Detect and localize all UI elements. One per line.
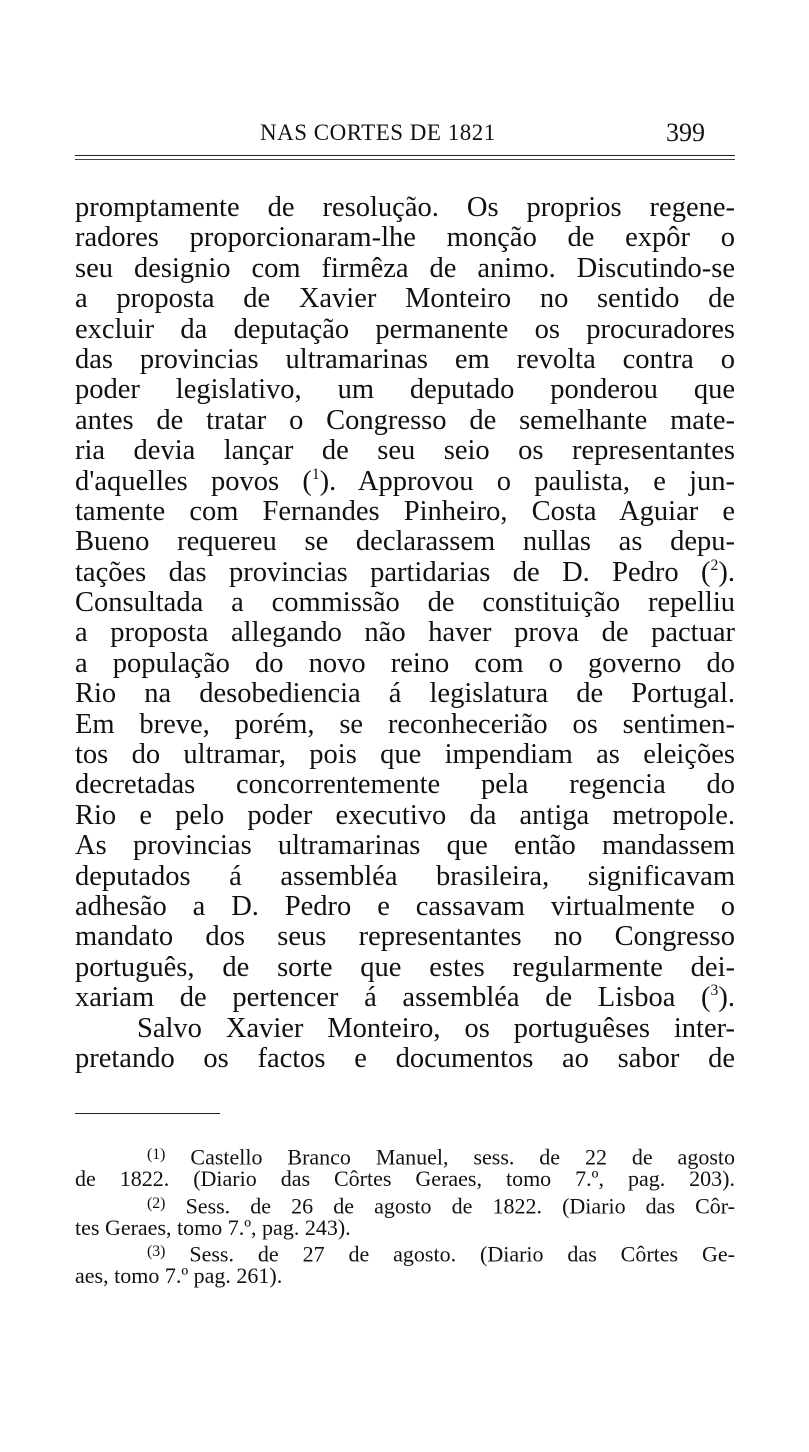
text-line: a proposta de Xavier Monteiro no sentido de: [75, 283, 735, 315]
text-line: pretando os factos e documentos ao sabor de: [75, 1042, 735, 1074]
text-line: a população do novo reino com o governo do: [75, 647, 735, 679]
text-line: das provincias ultramarinas em revolta contra o: [75, 343, 735, 375]
text-line-with-note-1: [75, 467, 735, 497]
text-line: ria devia lançar de seu seio os representantes: [75, 435, 735, 467]
text-line: tos do ultramar, pois que impendiam as eleições: [75, 739, 735, 771]
text-line: poder legislativo, um deputado ponderou que: [75, 374, 735, 406]
footnote-1-line-1: [75, 1143, 735, 1170]
text-line: adhesão a D. Pedro e cassavam virtualmente o: [75, 890, 735, 922]
text-line-paragraph-start: Salvo Xavier Monteiro, os portuguêses inter-: [137, 1012, 735, 1044]
text-line: Rio na desobediencia á legislatura de Portugal.: [75, 678, 735, 710]
text-line: português, de sorte que estes regularmente dei-: [75, 951, 735, 983]
text-line: tamente com Fernandes Pinheiro, Costa Aguiar e: [75, 495, 735, 527]
text-fragment: ). Approvou o paulista, e jun-: [319, 465, 735, 497]
text-line: a proposta allegando não haver prova de pactuar: [75, 617, 735, 649]
footnote-mark: (3): [147, 1243, 166, 1261]
text-line: Consultada a commissão de constituição repelliu: [75, 587, 735, 619]
footnote-text: Sess. de 26 de agosto de 1822. (Diario das Côr-: [185, 1193, 735, 1219]
footnotes: [75, 1143, 735, 1289]
footnote-3-line-1: [75, 1240, 735, 1267]
running-head: [75, 116, 735, 150]
text-fragment: ).: [718, 556, 735, 588]
footnote-ref-2: 2: [710, 556, 719, 574]
footnote-text: Sess. de 27 de agosto. (Diario das Côrtes Ge-: [189, 1241, 735, 1267]
text-fragment: ).: [718, 982, 735, 1014]
running-title: NAS CORTES DE 1821: [260, 120, 496, 145]
body-text: [75, 193, 735, 1074]
text-line: Rio e pelo poder executivo da antiga metropole.: [75, 799, 735, 831]
text-line: promptamente de resolução. Os proprios regene-: [75, 192, 735, 223]
page-number: 399: [666, 118, 705, 147]
text-line-with-note-3: [75, 983, 735, 1013]
text-fragment: tações das provincias partidarias de D. Pedro (: [75, 556, 711, 588]
footnote-1-line-2: de 1822. (Diario das Côrtes Geraes, tomo 7.º, pag. 203).: [75, 1166, 735, 1192]
footnote-text: Castello Branco Manuel, sess. de 22 de agosto: [190, 1144, 735, 1170]
text-fragment: xariam de pertencer á assembléa de Lisboa (: [75, 982, 711, 1014]
text-line: Em breve, porém, se reconhecerião os sentimen-: [75, 708, 735, 740]
text-line-with-note-2: [75, 558, 735, 588]
footnote-ref-1: 1: [311, 465, 320, 483]
footnote-2-line-1: [75, 1192, 735, 1219]
text-line: As provincias ultramarinas que então mandassem: [75, 830, 735, 862]
footnote-3-line-2: aes, tomo 7.º pag. 261).: [75, 1263, 283, 1289]
footnote-rule: [75, 1113, 220, 1114]
text-line: decretadas concorrentemente pela regencia do: [75, 769, 735, 801]
header-rule-secondary: [75, 159, 735, 160]
footnote-mark: (2): [147, 1194, 166, 1212]
text-line: seu designio com firmêza de animo. Discutindo-se: [75, 252, 735, 284]
text-line: mandato dos seus representantes no Congresso: [75, 921, 735, 953]
header-rule: [75, 155, 735, 156]
footnote-mark: (1): [147, 1146, 166, 1163]
footnote-ref-3: 3: [710, 982, 719, 1000]
text-fragment: d'aquelles povos (: [75, 465, 312, 497]
text-line: excluir da deputação permanente os procuradores: [75, 313, 735, 345]
text-line: radores proporcionaram-lhe monção de expôr o: [75, 222, 735, 254]
text-line: deputados á assembléa brasileira, significavam: [75, 860, 735, 892]
text-line: antes de tratar o Congresso de semelhante mate-: [75, 404, 735, 436]
text-line: Bueno requereu se declarassem nullas as depu-: [75, 526, 735, 558]
footnote-2-line-2: tes Geraes, tomo 7.º, pag. 243).: [75, 1214, 351, 1240]
